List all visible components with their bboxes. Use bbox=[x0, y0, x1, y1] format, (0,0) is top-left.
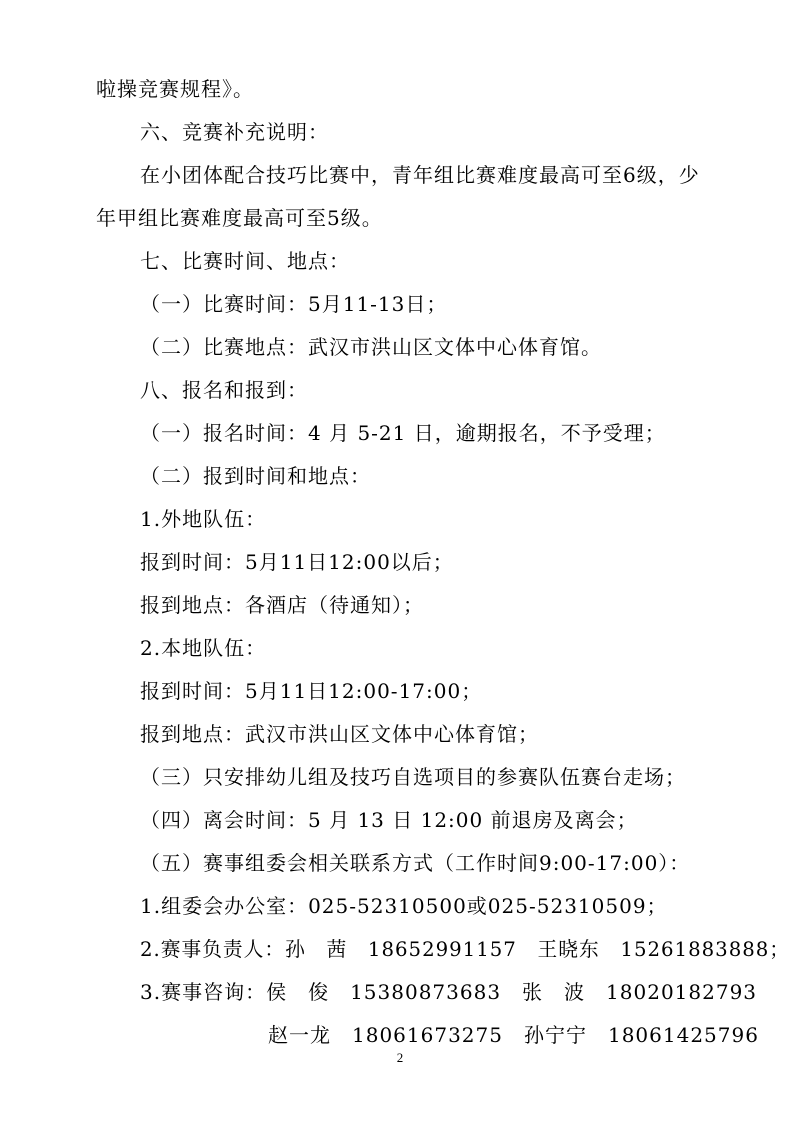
text-line-13: 报到地点：各酒店（待通知）； bbox=[140, 593, 424, 617]
text-line-23: 赵一龙 18061673275 孙宁宁 18061425796 bbox=[268, 1023, 759, 1047]
text-line-3: 在小团体配合技巧比赛中，青年组比赛难度最高可至6级，少 bbox=[140, 163, 700, 187]
text-line-15: 报到时间：5月11日12:00-17:00； bbox=[140, 679, 483, 703]
section-heading-registration: 八、报名和报到： bbox=[140, 378, 308, 402]
text-line-12: 报到时间：5月11日12:00以后； bbox=[140, 550, 454, 574]
text-line-19: （五）赛事组委会相关联系方式（工作时间9:00-17:00）： bbox=[140, 851, 691, 875]
text-line-20: 1.组委会办公室：025-52310500或025-52310509； bbox=[140, 894, 668, 918]
text-line-17: （三）只安排幼儿组及技巧自选项目的参赛队伍赛台走场； bbox=[140, 765, 686, 789]
text-line-9: （一）报名时间：4 月 5-21 日，逾期报名，不予受理； bbox=[140, 421, 666, 445]
text-line-18: （四）离会时间：5 月 13 日 12:00 前退房及离会； bbox=[140, 808, 638, 832]
section-heading-time-place: 七、比赛时间、地点： bbox=[140, 249, 350, 273]
text-line-21: 2.赛事负责人：孙 茜 18652991157 王晓东 15261883888； bbox=[140, 937, 791, 961]
text-line-22: 3.赛事咨询：侯 俊 15380873683 张 波 18020182793 bbox=[140, 980, 758, 1004]
text-line-4: 年甲组比赛难度最高可至5级。 bbox=[96, 206, 383, 230]
text-line-16: 报到地点：武汉市洪山区文体中心体育馆； bbox=[140, 722, 539, 746]
text-line-11: 1.外地队伍： bbox=[140, 507, 267, 531]
text-line-14: 2.本地队伍： bbox=[140, 636, 267, 660]
text-line-7: （二）比赛地点：武汉市洪山区文体中心体育馆。 bbox=[140, 335, 602, 359]
text-line-6: （一）比赛时间：5月11-13日； bbox=[140, 292, 448, 316]
text-line-10: （二）报到时间和地点： bbox=[140, 464, 371, 488]
text-line-1: 啦操竞赛规程》。 bbox=[96, 77, 254, 101]
page-number: 2 bbox=[396, 1050, 404, 1065]
section-heading-supplement: 六、竞赛补充说明： bbox=[140, 120, 329, 144]
